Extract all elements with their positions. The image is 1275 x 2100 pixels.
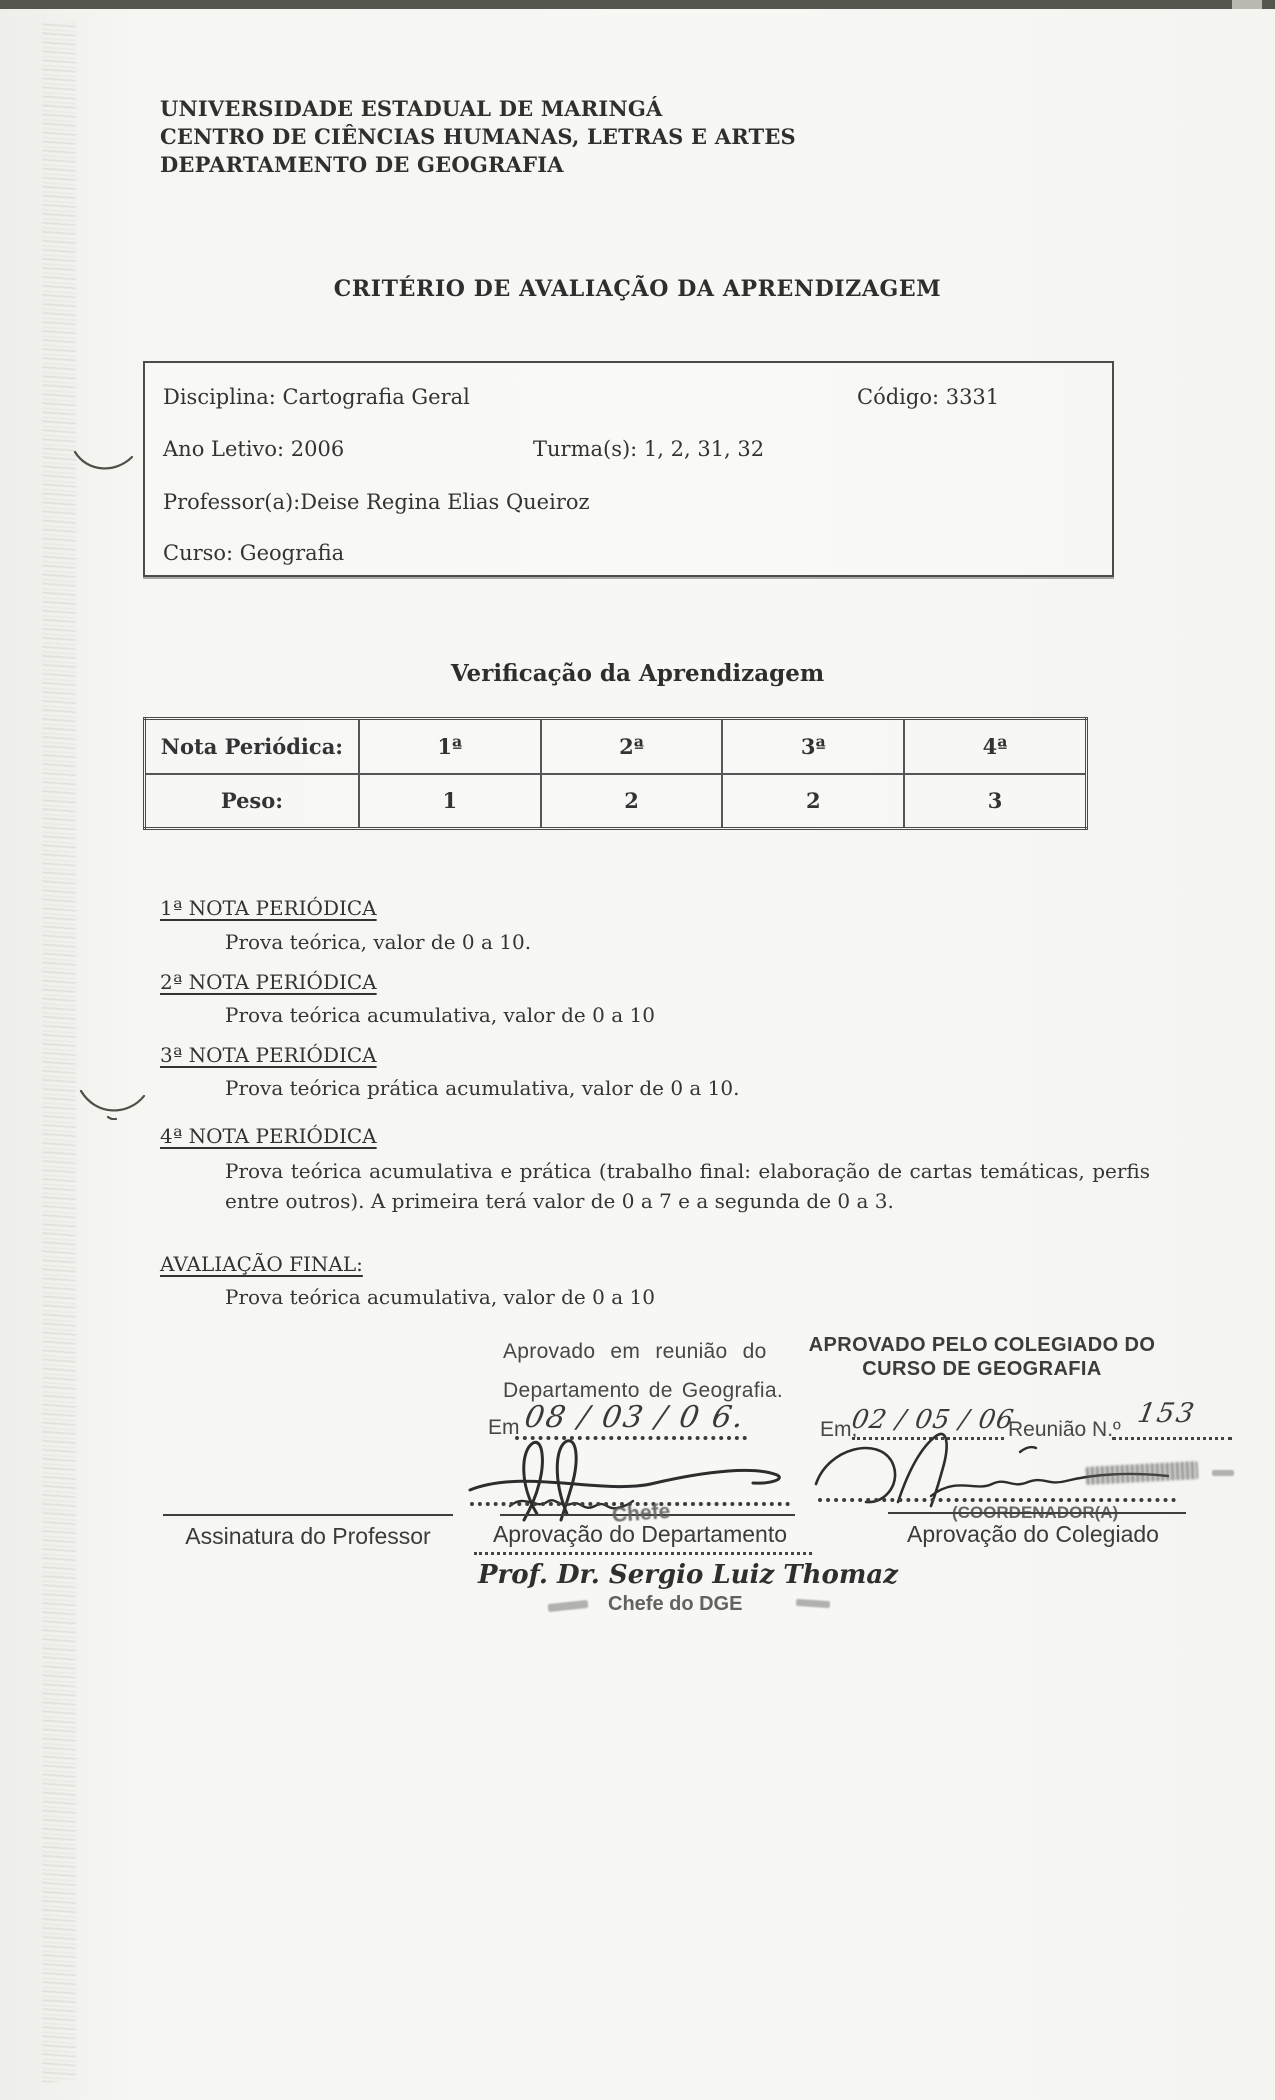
reuniao-label: Reunião N.º <box>1008 1418 1121 1441</box>
peso-val-3: 2 <box>722 774 904 829</box>
final-evaluation-body: Prova teórica acumulativa, valor de 0 a 10 <box>225 1285 655 1309</box>
smudge-mark-left <box>548 1600 589 1612</box>
section-2-heading: 2ª NOTA PERIÓDICA <box>160 970 377 994</box>
table-row-nota <box>145 719 1087 774</box>
section-1-body: Prova teórica, valor de 0 a 10. <box>225 930 532 954</box>
table-row-peso <box>145 774 1087 829</box>
chief-name-dotted-line <box>474 1552 812 1555</box>
document-title: CRITÉRIO DE AVALIAÇÃO DA APRENDIZAGEM <box>333 276 942 302</box>
nota-col-3: 3ª <box>722 719 904 774</box>
field-disciplina: Disciplina: Cartografia Geral <box>163 385 470 409</box>
final-evaluation-heading: AVALIAÇÃO FINAL: <box>160 1252 363 1276</box>
section-3-body: Prova teórica prática acumulativa, valor de 0 a 10. <box>225 1076 740 1100</box>
margin-pen-mark-upper <box>72 448 136 476</box>
peso-val-4: 3 <box>904 774 1086 829</box>
letterhead-line-3: DEPARTAMENTO DE GEOGRAFIA <box>160 152 564 177</box>
field-professor: Professor(a):Deise Regina Elias Queiroz <box>163 490 590 514</box>
colegiado-stamp-em-label: Em, <box>820 1418 858 1441</box>
colegiado-signature-dotted-line <box>818 1498 1176 1502</box>
coordenador-stamp-text: (COORDENADOR(A) <box>952 1503 1119 1522</box>
letterhead-line-1: UNIVERSIDADE ESTADUAL DE MARINGÁ <box>160 96 663 121</box>
field-turmas: Turma(s): 1, 2, 31, 32 <box>533 437 765 461</box>
department-stamp-line-1: Aprovado em reunião do <box>503 1340 767 1363</box>
coordenador-strikethrough-line <box>888 1512 1186 1514</box>
colegiado-stamp-line-1: APROVADO PELO COLEGIADO DO <box>808 1334 1156 1356</box>
department-date-handwritten: 08 / 03 / 0 6. <box>521 1400 749 1435</box>
chefe-stamp-text: Chefe <box>611 1499 672 1528</box>
grades-weight-table <box>143 717 1088 830</box>
field-curso: Curso: Geografia <box>163 541 345 565</box>
colegiado-stamp-line-2: CURSO DE GEOGRAFIA <box>862 1358 1102 1380</box>
letterhead-line-2: CENTRO DE CIÊNCIAS HUMANAS, LETRAS E ARTES <box>160 124 796 149</box>
professor-signature-line <box>163 1514 453 1516</box>
nota-periodica-label: Nota Periódica: <box>145 719 359 774</box>
professor-signature-label: Assinatura do Professor <box>185 1523 431 1549</box>
course-info-box <box>143 361 1114 577</box>
section-4-heading: 4ª NOTA PERIÓDICA <box>160 1124 377 1148</box>
scan-noise-band <box>42 22 76 2082</box>
section-2-body: Prova teórica acumulativa, valor de 0 a 10 <box>225 1003 655 1027</box>
reuniao-number-handwritten: 153 <box>1135 1398 1199 1429</box>
smudge-mark-right <box>796 1599 830 1608</box>
scan-top-edge-gap <box>1232 0 1262 9</box>
nota-col-2: 2ª <box>541 719 723 774</box>
department-stamp-line-2: Departamento de Geografia. <box>503 1379 783 1402</box>
nota-col-4: 4ª <box>904 719 1086 774</box>
scan-top-edge-artifact <box>0 0 1275 9</box>
department-approval-label: Aprovação do Departamento <box>492 1521 788 1547</box>
smudge-tick <box>1212 1470 1234 1476</box>
section-1-heading: 1ª NOTA PERIÓDICA <box>160 896 377 920</box>
chief-name-script: Prof. Dr. Sergio Luiz Thomaz <box>478 1560 898 1590</box>
chief-title-stamp: Chefe do DGE <box>608 1593 743 1615</box>
peso-val-1: 1 <box>359 774 541 829</box>
field-ano-letivo: Ano Letivo: 2006 <box>163 437 345 461</box>
department-stamp-em-label: Em <box>488 1416 520 1439</box>
verification-heading: Verificação da Aprendizagem <box>450 660 825 687</box>
peso-val-2: 2 <box>541 774 723 829</box>
section-4-body: Prova teórica acumulativa e prática (trabalho final: elaboração de cartas temáticas, perfis entre outros). A primeira terá valor de 0 a 7 e a segunda de 0 a 3. <box>225 1159 1150 1213</box>
letterhead <box>160 95 796 179</box>
colegiado-approval-label: Aprovação do Colegiado <box>907 1521 1159 1547</box>
peso-label: Peso: <box>145 774 359 829</box>
nota-col-1: 1ª <box>359 719 541 774</box>
margin-pen-mark-lower <box>78 1086 148 1120</box>
field-codigo: Código: 3331 <box>857 385 1000 409</box>
colegiado-date-handwritten: 02 / 05 / 06 <box>849 1405 1017 1435</box>
section-3-heading: 3ª NOTA PERIÓDICA <box>160 1043 377 1067</box>
